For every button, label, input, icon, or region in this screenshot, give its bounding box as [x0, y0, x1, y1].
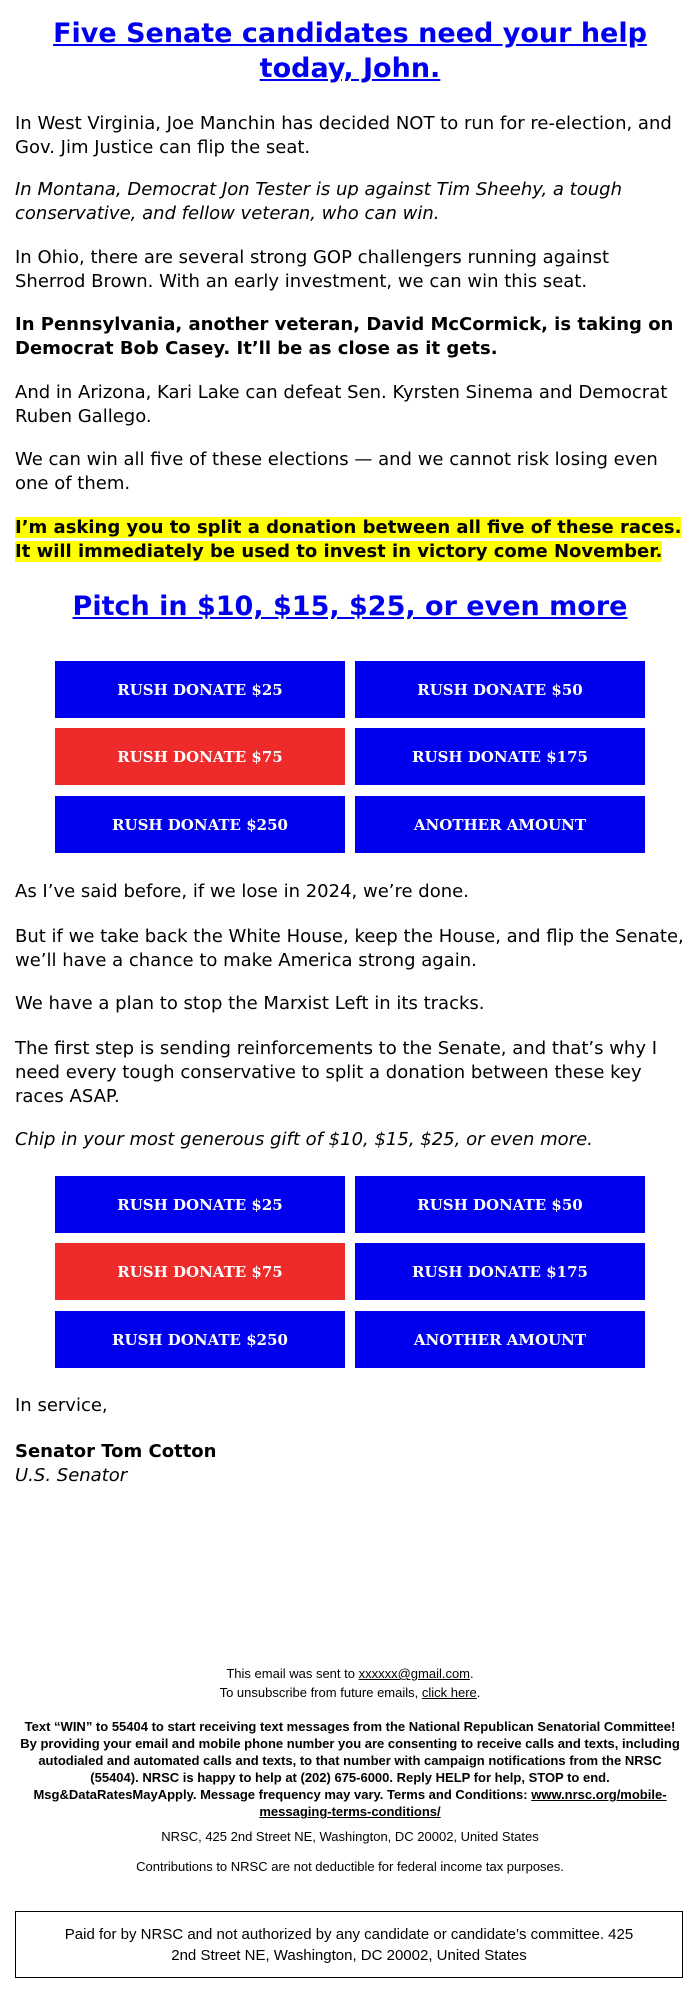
donate-250-button[interactable]: RUSH DONATE $250	[55, 1311, 345, 1368]
highlighted-text: I’m asking you to split a donation between all five of these races. It will immediately be used to invest in victory come November.	[15, 517, 682, 562]
sms-terms-link[interactable]: www.nrsc.org/mobile-messaging-terms-conditions/	[259, 1787, 667, 1819]
another-amount-button[interactable]: ANOTHER AMOUNT	[355, 1311, 645, 1368]
footer-sent-to	[15, 1665, 685, 1683]
footer-address: NRSC, 425 2nd Street NE, Washington, DC 20002, United States	[161, 1829, 539, 1844]
paragraph-win-all-five: We can win all five of these elections — and we cannot risk losing even one of them.	[15, 449, 658, 494]
another-amount-button[interactable]: ANOTHER AMOUNT	[355, 796, 645, 853]
donate-50-button[interactable]: RUSH DONATE $50	[355, 1176, 645, 1233]
donate-75-button[interactable]: RUSH DONATE $75	[55, 728, 345, 785]
paragraph-chip-in: Chip in your most generous gift of $10, $15, $25, or even more.	[15, 1129, 593, 1150]
pitch-heading	[15, 590, 685, 624]
donate-75-button[interactable]: RUSH DONATE $75	[55, 1243, 345, 1300]
paragraph-ohio: In Ohio, there are several strong GOP challengers running against Sherrod Brown. With an early investment, we can win this seat.	[15, 247, 610, 292]
donate-175-button[interactable]: RUSH DONATE $175	[355, 1243, 645, 1300]
headline	[15, 16, 685, 86]
paragraph-first-step: The first step is sending reinforcements to the Senate, and that’s why I need every tough conservative to split a donation between these key races ASAP.	[15, 1038, 658, 1107]
sent-to-period: .	[470, 1666, 474, 1681]
paragraph-take-back: But if we take back the White House, keep the House, and flip the Senate, we’ll have a chance to make America strong again.	[15, 926, 684, 971]
donate-175-button[interactable]: RUSH DONATE $175	[355, 728, 645, 785]
signoff-name: Senator Tom Cotton	[15, 1441, 217, 1462]
footer-sms-disclaimer	[15, 1718, 685, 1820]
unsubscribe-label: To unsubscribe from future emails,	[219, 1685, 422, 1700]
paragraph-arizona: And in Arizona, Kari Lake can defeat Sen. Kyrsten Sinema and Democrat Ruben Gallego.	[15, 382, 668, 427]
footer-tax-notice: Contributions to NRSC are not deductible for federal income tax purposes.	[136, 1859, 564, 1874]
headline-link[interactable]: Five Senate candidates need your help today, John.	[53, 18, 647, 84]
donate-250-button[interactable]: RUSH DONATE $250	[55, 796, 345, 853]
paragraph-lose-2024: As I’ve said before, if we lose in 2024, we’re done.	[15, 881, 469, 902]
footer-unsubscribe	[15, 1684, 685, 1702]
recipient-email-link[interactable]: xxxxxx@gmail.com	[358, 1666, 471, 1681]
unsubscribe-link[interactable]: click here	[421, 1685, 477, 1700]
paragraph-plan: We have a plan to stop the Marxist Left in its tracks.	[15, 993, 485, 1014]
paragraph-west-virginia: In West Virginia, Joe Manchin has decided NOT to run for re-election, and Gov. Jim Justice can flip the seat.	[15, 113, 672, 158]
pitch-link[interactable]: Pitch in $10, $15, $25, or even more	[72, 591, 628, 622]
paragraph-montana: In Montana, Democrat Jon Tester is up against Tim Sheehy, a tough conservative, and fellow veteran, who can win.	[15, 179, 622, 224]
donate-50-button[interactable]: RUSH DONATE $50	[355, 661, 645, 718]
signoff-closing: In service,	[15, 1395, 108, 1416]
signoff-title: U.S. Senator	[15, 1465, 128, 1486]
donate-25-button[interactable]: RUSH DONATE $25	[55, 661, 345, 718]
paid-for-disclaimer	[15, 1911, 683, 1978]
donate-25-button[interactable]: RUSH DONATE $25	[55, 1176, 345, 1233]
sent-to-label: This email was sent to	[226, 1666, 359, 1681]
paragraph-split-donation	[15, 516, 685, 564]
unsubscribe-period: .	[476, 1685, 481, 1700]
sms-disclaimer-text: Text “WIN” to 55404 to start receiving text messages from the National Republican Senatorial Committee! By providing your email and mobile phone number you are consenting to receive calls and texts, including autodialed and automated calls and texts, to that number with campaign notifications from the NRSC (55404). NRSC is happy to help at (202) 675-6000. Reply HELP for help, STOP to end. Msg&DataRatesMayApply. Message frequency may vary. Terms and Conditions:	[20, 1719, 680, 1802]
paragraph-pennsylvania: In Pennsylvania, another veteran, David McCormick, is taking on Democrat Bob Casey. It’ll be as close as it gets.	[15, 314, 674, 359]
paid-for-text: Paid for by NRSC and not authorized by any candidate or candidate’s committee. 425 2nd Street NE, Washington, DC 20002, United States	[64, 1925, 634, 1964]
